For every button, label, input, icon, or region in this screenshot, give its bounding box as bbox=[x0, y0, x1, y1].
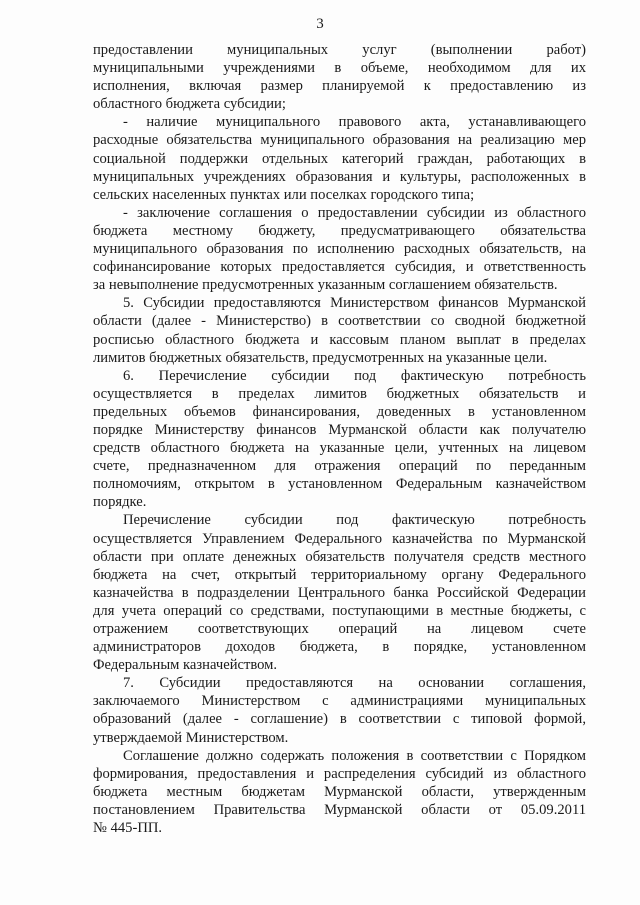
paragraph-line: для учета операций со средствами, поступающими в местные бюджеты, с bbox=[93, 602, 586, 619]
paragraph-line: счете, предназначенном для отражения операций по переданным bbox=[93, 458, 586, 475]
paragraph bbox=[93, 204, 586, 294]
paragraph bbox=[93, 367, 586, 512]
paragraph-line: администраторов доходов бюджета, в порядке, установленном bbox=[93, 639, 586, 656]
paragraph-line: сельских населенных пунктах или поселках городского типа; bbox=[93, 186, 475, 203]
paragraph-line: заключаемого Министерством с администрациями муниципальных bbox=[93, 693, 586, 710]
paragraph-line: 7. Субсидии предоставляются на основании соглашения, bbox=[123, 675, 586, 692]
paragraph-line: казначейства в подразделении Центрального банка Российской Федерации bbox=[93, 584, 586, 601]
paragraph-line: областного бюджета субсидии; bbox=[93, 96, 286, 113]
paragraph-line: отражением соответствующих операций на лицевом счете bbox=[93, 621, 586, 637]
paragraph-line: предельных объемов финансирования, доведенных в установленном bbox=[93, 403, 586, 420]
paragraph-line: порядке Министерству финансов Мурманской области как получателю bbox=[93, 421, 586, 438]
paragraph-line: муниципальными учреждениями в объеме, необходимом для их bbox=[93, 60, 586, 77]
paragraph-line: бюджета местным бюджетам Мурманской области, утвержденным bbox=[93, 783, 586, 800]
paragraph-line: полномочиям, открытом в установленном Федеральным казначейством bbox=[93, 476, 586, 493]
paragraph-line: формирования, предоставления и распределения субсидий из областного bbox=[93, 765, 586, 782]
paragraph-line: исполнения, включая размер планируемой к предоставлению из bbox=[93, 78, 586, 95]
paragraph-line: осуществляется в пределах лимитов бюджетных обязательств и bbox=[93, 385, 586, 402]
paragraph-line: постановлением Правительства Мурманской области от 05.09.2011 bbox=[93, 801, 586, 818]
paragraph-line: за невыполнение предусмотренных указанным соглашением обязательств. bbox=[93, 277, 558, 294]
paragraph-line: расходные обязательства муниципального образования на реализацию мер bbox=[93, 132, 586, 149]
paragraph-line: утверждаемой Министерством. bbox=[93, 729, 289, 746]
paragraph bbox=[93, 674, 586, 746]
paragraph bbox=[93, 41, 586, 113]
paragraph-line: софинансирование которых предоставляется субсидия, и ответственность bbox=[93, 259, 586, 276]
paragraph-line: 6. Перечисление субсидии под фактическую потребность bbox=[123, 367, 586, 384]
paragraph-line: осуществляется Управлением Федерального казначейства по Мурманской bbox=[93, 530, 586, 547]
paragraph bbox=[93, 747, 586, 837]
paragraph-line: муниципальных учреждениях образования и культуры, расположенных в bbox=[93, 168, 586, 185]
paragraph-line: социальной поддержки отдельных категорий граждан, работающих в bbox=[93, 150, 586, 167]
paragraph bbox=[93, 113, 586, 203]
paragraph-line: области при оплате денежных обязательств получателя средств местного bbox=[93, 548, 586, 565]
paragraph-line: Перечисление субсидии под фактическую потребность bbox=[123, 512, 586, 529]
paragraph-line: - заключение соглашения о предоставлении субсидии из областного bbox=[123, 204, 586, 221]
paragraph bbox=[93, 511, 586, 674]
paragraph-line: бюджета на счет, открытый территориальному органу Федерального bbox=[93, 566, 586, 583]
paragraph-line: средств областного бюджета на указанные цели, учтенных на лицевом bbox=[93, 440, 586, 457]
paragraph-line: муниципального образования по исполнению расходных обязательств, на bbox=[93, 241, 586, 258]
paragraph-line: области (далее - Министерство) в соответствии со сводной бюджетной bbox=[93, 313, 586, 330]
paragraph-line: порядке. bbox=[93, 494, 147, 511]
paragraph-line: Соглашение должно содержать положения в соответствии с Порядком bbox=[123, 747, 586, 764]
paragraph-line: предоставлении муниципальных услуг (выполнении работ) bbox=[93, 42, 586, 58]
paragraph-line: лимитов бюджетных обязательств, предусмотренных на указанные цели. bbox=[93, 349, 548, 366]
paragraph-line: росписью областного бюджета и кассовым планом выплат в пределах bbox=[93, 331, 586, 348]
paragraph-line: Федеральным казначейством. bbox=[93, 657, 278, 674]
page-number: 3 bbox=[316, 16, 324, 32]
document-body bbox=[93, 41, 586, 837]
paragraph-line: образований (далее - соглашение) в соответствии с типовой формой, bbox=[93, 711, 586, 728]
paragraph-line: 5. Субсидии предоставляются Министерством финансов Мурманской bbox=[123, 295, 586, 312]
paragraph-line: - наличие муниципального правового акта, устанавливающего bbox=[123, 114, 586, 131]
paragraph-line: бюджета местному бюджету, предусматривающего обязательства bbox=[93, 222, 586, 239]
paragraph bbox=[93, 294, 586, 366]
paragraph-line: № 445-ПП. bbox=[93, 820, 163, 837]
